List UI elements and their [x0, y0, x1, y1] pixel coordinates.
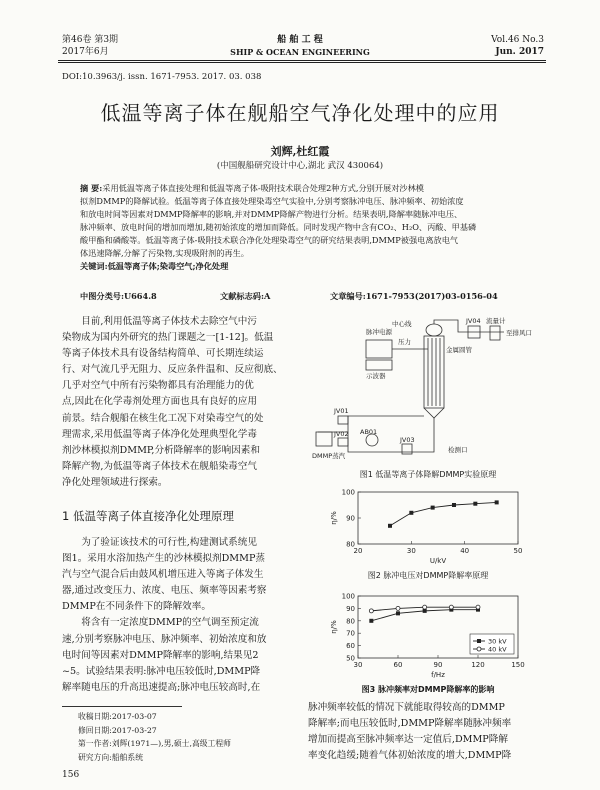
figure1-caption: 图1 低温等离子体降解DMMP实验原理	[359, 470, 497, 479]
label-pressure: 压力	[398, 338, 411, 346]
scope-box	[366, 360, 392, 370]
y-tick-label: 90	[346, 514, 355, 523]
data-point	[396, 606, 400, 610]
header-volume-en: Vol.46 No.3	[491, 35, 544, 45]
dmmp-bath	[316, 432, 332, 446]
x-tick-label: 120	[471, 661, 485, 669]
abstract-label: 摘 要:	[80, 183, 103, 193]
reactor-bottom	[424, 408, 444, 418]
x-tick-label: 50	[513, 547, 523, 555]
y-tick-label: 100	[341, 488, 355, 497]
footnote	[78, 710, 231, 764]
x-tick-label: 20	[353, 547, 363, 555]
figure1-schematic	[308, 312, 548, 462]
abstract-line: 和放电时间等因素对DMMP降解率的影响,并对DMMP降解产物进行分析。结果表明,降解率随脉冲电压、	[80, 209, 463, 219]
y-tick-label: 60	[346, 642, 355, 651]
label-scope: 示波器	[366, 372, 386, 380]
series-line	[390, 502, 497, 525]
data-point	[431, 506, 435, 510]
valve-jv02	[338, 438, 348, 446]
figure2-caption: 图2 脉冲电压对DMMP降解率原理	[367, 571, 489, 580]
doi: DOI:10.3963/j. issn. 1671-7953. 2017. 03. 038	[62, 72, 262, 82]
abstract-line: 酸甲酯和磷酸等。低温等离子体-吸附技术联合净化处理染毒空气的研究结果表明,DMMP被强电离放电气	[80, 235, 459, 245]
affiliation: (中国舰船研究设计中心,湖北 武汉 430064)	[216, 161, 384, 171]
abstract-line: 摘 要:采用低温等离子体直接处理和低温等离子体-吸附技术联合处理2种方式,分别开展对沙林模	[80, 183, 424, 193]
label-metal-tube: 金属圆管	[446, 346, 472, 354]
x-axis-label: U/kV	[429, 557, 447, 564]
x-tick-label: 60	[393, 661, 403, 669]
paper-title: 低温等离子体在舰船空气净化处理中的应用	[100, 101, 500, 125]
y-tick-label: 50	[346, 654, 355, 663]
figure3-caption: 图3 脉冲频率对DMMP降解率的影响	[361, 685, 495, 694]
journal-title-cn: 船 舶 工 程	[277, 35, 323, 45]
reactor-tube	[424, 336, 444, 408]
section1-body: 为了验证该技术的可行性,构建测试系统见 图1。采用水浴加热产生的沙林模拟剂DMMP蒸 汽与空气混合后由鼓风机增压进入等离子体发生 器,通过改变压力、浓度、电压、频率等因素考察 DMMP在不同条件下的降解效率。 将含有一定浓度DMMP的空气调至预定流 速,分别考察脉冲电压、脉冲频率、初始浓度和放 电时间等因素对DMMP降解率的影响,结果见2 ~5。试验结果表明:脉冲电压较低时,DMMP降 解率随电压的升高迅速提高;脉冲电压较高时,在	[62, 537, 267, 693]
article-number: 文章编号:1671-7953(2017)03-0156-04	[330, 291, 498, 301]
legend-marker	[477, 647, 481, 651]
first-author: 第一作者:刘辉(1971—),男,硕士,高级工程师	[78, 739, 231, 748]
y-tick-label: 70	[346, 629, 355, 638]
data-point	[473, 502, 477, 506]
authors: 刘辉,杜红霞	[270, 145, 330, 158]
label-flowmeter: 流量计	[486, 317, 506, 325]
x-tick-label: 150	[511, 661, 525, 669]
label-center-wire: 中心线	[392, 320, 412, 328]
label-jv03: JV03	[400, 436, 415, 444]
abstract-line: 拟剂DMMP的降解试验。低温等离子体直接处理染毒空气实验中,分别考察脉冲电压、脉冲频率、初始浓度	[80, 196, 464, 206]
electrode-lines	[428, 338, 440, 406]
right-column-body: 脉冲频率较低的情况下就能取得较高的DMMP 降解率;而电压较低时,DMMP降解率随脉冲频率 增加而提高至脉冲频率达一定值后,DMMP降解 率变化趋缓;随着气体初始浓度的增大,DMMP降	[308, 702, 512, 762]
legend-label: 40 kV	[488, 645, 507, 654]
figure2-chart	[330, 486, 530, 564]
x-tick-label: 40	[460, 547, 470, 555]
x-tick-label: 90	[433, 661, 443, 669]
data-point	[476, 605, 480, 609]
x-tick-label: 30	[353, 661, 363, 669]
legend-marker	[477, 639, 481, 643]
label-ab01: AB01	[360, 428, 378, 436]
flowmeter-box	[490, 326, 500, 340]
data-point	[396, 611, 400, 615]
clc-number: 中图分类号:U664.8	[80, 291, 157, 301]
label-sampling: 检测口	[448, 446, 468, 454]
label-jv04: JV04	[466, 317, 481, 325]
received-date: 收稿日期:2017-03-07	[78, 712, 157, 721]
plot-frame	[358, 492, 518, 544]
data-point	[409, 511, 413, 515]
label-jv02: JV02	[334, 430, 349, 438]
reactor-top	[426, 324, 442, 336]
journal-title-en: SHIP & OCEAN ENGINEERING	[230, 47, 370, 57]
header-rule-2	[58, 62, 546, 63]
valve-jv01	[338, 416, 348, 424]
data-point	[369, 619, 373, 623]
footnote-rule	[62, 706, 182, 707]
y-tick-label: 80	[346, 540, 355, 549]
label-dmmp: DMMP蒸汽	[312, 452, 346, 460]
research-field: 研究方向:船舶系统	[78, 752, 144, 762]
revised-date: 修回日期:2017-03-27	[78, 725, 157, 735]
header-date: 2017年6月	[62, 47, 109, 57]
y-tick-label: 90	[346, 604, 355, 613]
x-tick-label: 30	[406, 547, 416, 555]
intro-paragraph: 目前,利用低温等离子体技术去除空气中污 染物成为国内外研究的热门课题之一[1-12]。低温 等离子体技术具有设备结构简单、可长期连续运 行、对气流几乎无阻力、反应条件温和、反应彻底、 几乎对空气中所有污染物都具有治理能力的优 点,因此在化学毒剂处理方面也具有良好的应用 前景。结合舰船在核生化工况下对染毒空气的处 理需求,采用低温等离子体净化处理典型化学毒 剂沙林模拟剂DMMP,分析降解率的影响因素和 降解产物,为低温等离子体技术在舰船染毒空气 净化处理领域进行探索。	[62, 316, 283, 488]
data-point	[388, 524, 392, 528]
y-axis-label: η/%	[330, 511, 338, 525]
data-point	[452, 503, 456, 507]
data-point	[369, 609, 373, 613]
document-code: 文献标志码:A	[220, 291, 271, 301]
figure3-chart	[330, 590, 530, 678]
keywords: 关键词:低温等离子体;染毒空气;净化处理	[80, 261, 229, 271]
data-point	[423, 605, 427, 609]
data-point	[449, 605, 453, 609]
label-jv01: JV01	[334, 407, 349, 415]
section-heading: 1 低温等离子体直接净化处理原理	[62, 509, 234, 523]
valve-jv03	[402, 444, 412, 454]
y-axis-label: η/%	[330, 620, 338, 634]
pulse-power-box	[366, 340, 392, 358]
abstract	[80, 182, 528, 273]
y-tick-label: 100	[341, 592, 355, 601]
legend-label: 30 kV	[488, 637, 507, 646]
abstract-line: 脉冲频率、放电时间的增加而增加,随初始浓度的增加而降低。同时发现产物中含有CO₂、H₂O、丙酸、甲基磷	[80, 222, 477, 232]
x-axis-label: f/Hz	[431, 671, 445, 678]
data-point	[495, 500, 499, 504]
label-pulse-power: 脉冲电源	[366, 328, 392, 336]
header-rule	[58, 60, 546, 61]
page-number: 156	[62, 770, 80, 780]
y-tick-label: 80	[346, 617, 355, 626]
header-volume: 第46卷 第3期	[62, 35, 119, 45]
label-outlet: 至排风口	[506, 329, 532, 337]
header-date-en: Jun. 2017	[495, 47, 544, 57]
abstract-line: 体迅速降解,分解了污染物,实现吸附剂的再生。	[80, 248, 249, 258]
